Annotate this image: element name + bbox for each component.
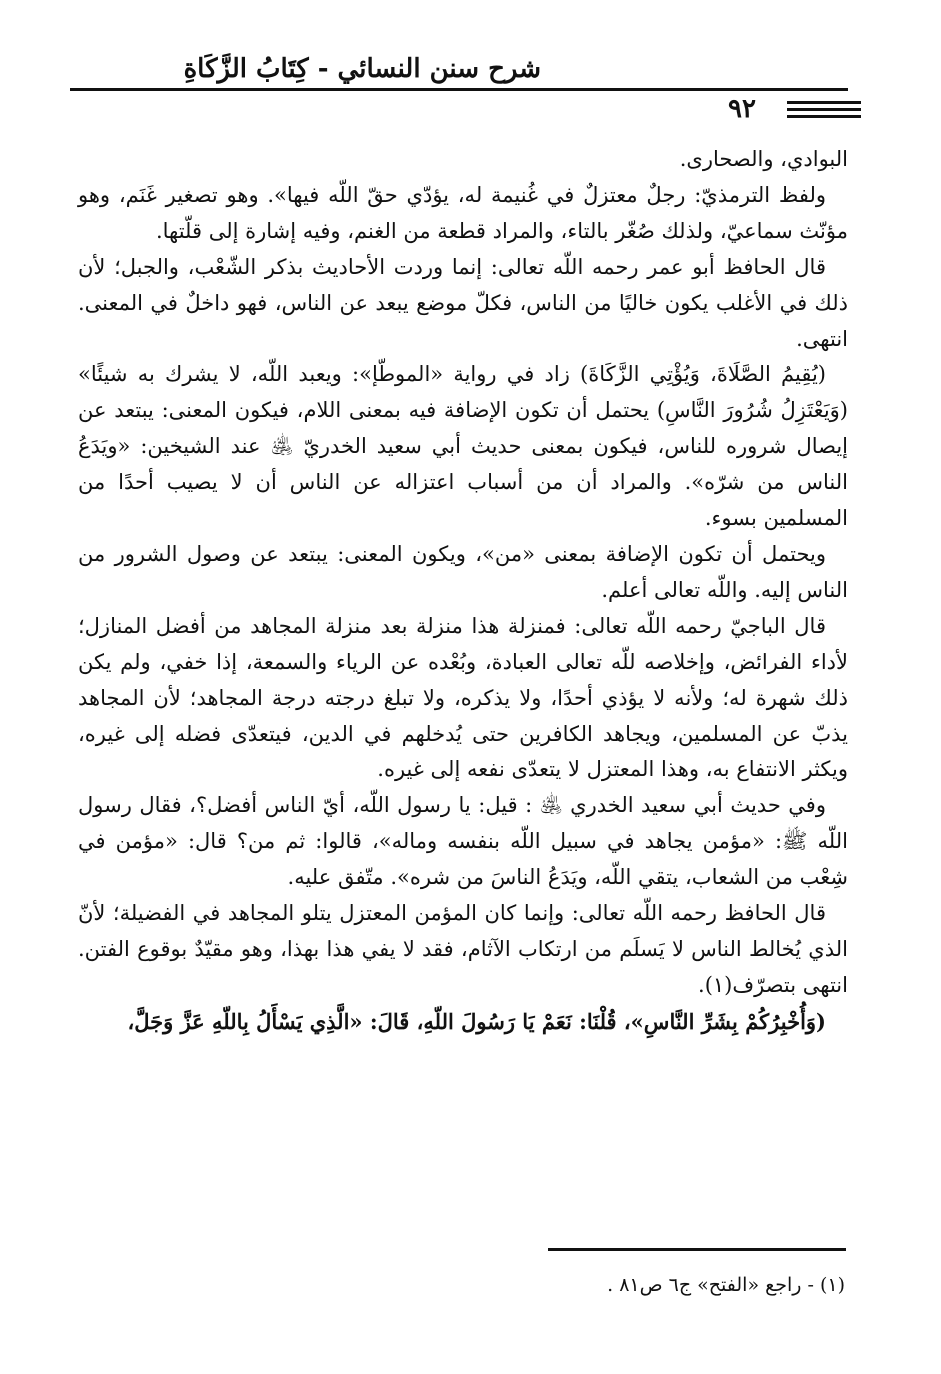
paragraph: البوادي، والصحارى. — [679, 147, 848, 171]
paragraph: ولفظ الترمذيّ: رجلٌ معتزلٌ في غُنيمة له، يؤدّي حقّ اللّه فيها». وهو تصغير غَنَم، وهو مؤنّث سماعيّ، ولذلك صُغّر بالتاء، والمراد قطعة من الغنم، وفيه إشارة إلى قلّتها. — [78, 182, 848, 243]
body-text — [78, 142, 848, 1040]
footnote-separator — [548, 1248, 846, 1251]
paragraph-quote: (وَأُخْبِرُكُمْ بِشَرِّ النَّاسِ»، قُلْنَا: نَعَمْ يَا رَسُولَ اللّهِ، قَالَ: «الَّذِي يَسْأَلُ بِاللّهِ عَزَّ وَجَلَّ، — [127, 1008, 826, 1034]
footnote: (١) - راجع «الفتح» ج٦ ص٨١ . — [607, 1274, 845, 1296]
page-number-rule — [787, 108, 861, 111]
paragraph: قال الباجيّ رحمه اللّه تعالى: فمنزلة هذا منزلة بعد منزلة المجاهد من أفضل المنازل؛ لأداء الفرائض، وإخلاصه للّه تعالى العبادة، وبُعْده عن الرياء والسمعة، إذا خفي، ولم يكن ذلك شهرة له؛ ولأنه لا يؤذي أحدًا، ولا يذكره، ولا تبلغ درجته درجة المجاهد؛ لأن المجاهد يذبّ عن المسلمين، ويجاهد الكافرين حتى يُدخلهم في الدين، فيتعدّى فضله إلى غيره، ويكثر الانتفاع به، وهذا المعتزل لا يتعدّى نفعه إلى غيره. — [78, 613, 848, 782]
page-number-rule — [787, 101, 861, 104]
paragraph: ويحتمل أن تكون الإضافة بمعنى «من»، ويكون المعنى: يبتعد عن وصول الشرور من الناس إليه. واللّه تعالى أعلم. — [78, 541, 848, 602]
running-header-title: شرح سنن النسائي - كِتَابُ الزَّكَاةِ — [183, 54, 541, 84]
paragraph: قال الحافظ أبو عمر رحمه اللّه تعالى: إنما وردت الأحاديث بذكر الشّعْب، والجبل؛ لأن ذلك في الأغلب يكون خاليًا من الناس، فكلّ موضع يبعد عن الناس، فهو داخلٌ في المعنى. انتهى. — [78, 254, 848, 351]
page-number-rule — [787, 115, 861, 118]
paragraph: وفي حديث أبي سعيد الخدري ﵁ : قيل: يا رسول اللّه، أيّ الناس أفضل؟، فقال رسول اللّه ﷺ: «مؤمن يجاهد في سبيل اللّه بنفسه وماله»، قالوا: ثم من؟ قال: «مؤمن في شِعْب من الشعاب، يتقي اللّه، ويَدَعُ الناسَ من شره». متّفق عليه. — [78, 793, 848, 890]
paragraph: (يُقِيمُ الصَّلَاةَ، وَيُؤْتِي الزَّكَاةَ) زاد في رواية «الموطّإ»: ويعبد اللّه، لا يشرك به شيئًا» (وَيَعْتَزِلُ شُرُورَ النَّاسِ) يحتمل أن تكون الإضافة فيه بمعنى اللام، فيكون المعنى: يبتعد عن إيصال شروره للناس، فيكون بمعنى حديث أبي سعيد الخدريّ ﵁ عند الشيخين: «ويَدَعُ الناس من شرّه». والمراد أن من أسباب اعتزاله عن الناس أن لا يصيب أحدًا من المسلمين بسوء. — [78, 362, 848, 531]
page-number: ٩٢ — [728, 94, 756, 124]
paragraph: قال الحافظ رحمه اللّه تعالى: وإنما كان المؤمن المعتزل يتلو المجاهد في الفضيلة؛ لأنّ الذي يُخالط الناس لا يَسلَم من ارتكاب الآثام، فقد لا يفي هذا بهذا، وهو مقيّدٌ بوقوع الفتن. انتهى بتصرّف(١). — [78, 901, 848, 997]
header-rule — [70, 88, 848, 91]
